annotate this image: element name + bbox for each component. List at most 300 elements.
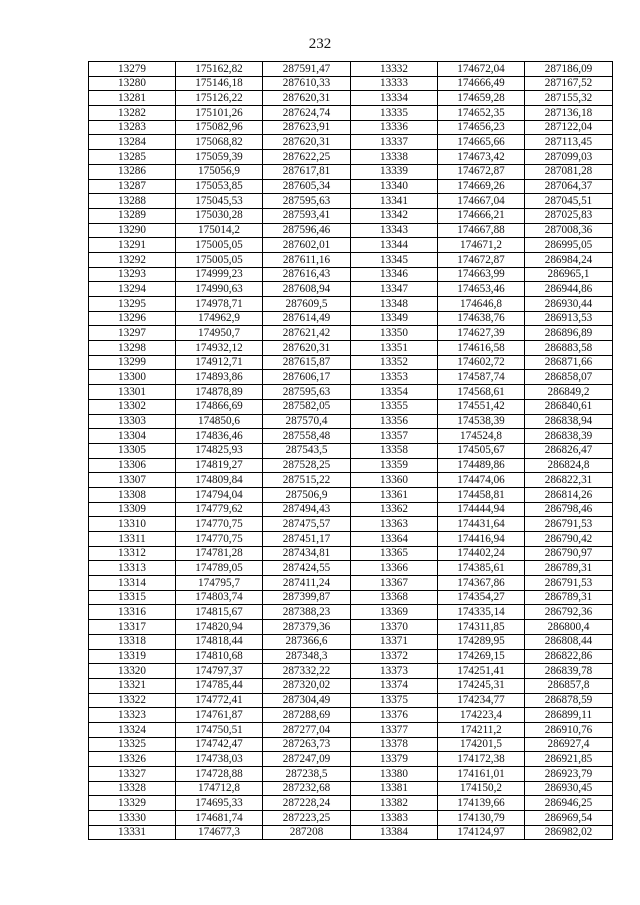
point-number-cell: 13301 xyxy=(89,385,176,400)
table-row xyxy=(89,605,613,620)
x-coordinate-cell: 174289,95 xyxy=(438,634,525,649)
y-coordinate-cell: 287610,33 xyxy=(263,76,351,91)
x-coordinate-cell: 174524,8 xyxy=(438,429,525,444)
x-coordinate-cell: 174402,24 xyxy=(438,546,525,561)
y-coordinate-cell: 287064,37 xyxy=(525,179,613,194)
point-number-cell: 13314 xyxy=(89,576,176,591)
point-number-cell: 13302 xyxy=(89,399,176,414)
x-coordinate-cell: 175068,82 xyxy=(176,135,263,150)
point-number-cell: 13291 xyxy=(89,238,176,253)
y-coordinate-cell: 286946,25 xyxy=(525,796,613,811)
y-coordinate-cell: 287591,47 xyxy=(263,62,351,77)
x-coordinate-cell: 174667,04 xyxy=(438,194,525,209)
y-coordinate-cell: 287608,94 xyxy=(263,282,351,297)
point-number-cell: 13309 xyxy=(89,502,176,517)
x-coordinate-cell: 174335,14 xyxy=(438,605,525,620)
point-number-cell: 13335 xyxy=(351,106,438,121)
y-coordinate-cell: 286839,78 xyxy=(525,664,613,679)
y-coordinate-cell: 287228,24 xyxy=(263,796,351,811)
y-coordinate-cell: 286965,1 xyxy=(525,267,613,282)
y-coordinate-cell: 287348,3 xyxy=(263,649,351,664)
x-coordinate-cell: 174789,05 xyxy=(176,561,263,576)
point-number-cell: 13293 xyxy=(89,267,176,282)
x-coordinate-cell: 174999,23 xyxy=(176,267,263,282)
table-row xyxy=(89,399,613,414)
table-row xyxy=(89,590,613,605)
table-row xyxy=(89,473,613,488)
point-number-cell: 13323 xyxy=(89,708,176,723)
table-row xyxy=(89,223,613,238)
table-row xyxy=(89,62,613,77)
x-coordinate-cell: 174815,67 xyxy=(176,605,263,620)
x-coordinate-cell: 174124,97 xyxy=(438,825,525,840)
y-coordinate-cell: 287008,36 xyxy=(525,223,613,238)
point-number-cell: 13343 xyxy=(351,223,438,238)
y-coordinate-cell: 287288,69 xyxy=(263,708,351,723)
point-number-cell: 13348 xyxy=(351,297,438,312)
coordinates-table-body xyxy=(89,62,613,840)
y-coordinate-cell: 287208 xyxy=(263,825,351,840)
y-coordinate-cell: 287593,41 xyxy=(263,208,351,223)
point-number-cell: 13353 xyxy=(351,370,438,385)
point-number-cell: 13360 xyxy=(351,473,438,488)
x-coordinate-cell: 175030,28 xyxy=(176,208,263,223)
point-number-cell: 13355 xyxy=(351,399,438,414)
point-number-cell: 13288 xyxy=(89,194,176,209)
y-coordinate-cell: 286840,61 xyxy=(525,399,613,414)
point-number-cell: 13326 xyxy=(89,752,176,767)
x-coordinate-cell: 174665,66 xyxy=(438,135,525,150)
y-coordinate-cell: 287247,09 xyxy=(263,752,351,767)
table-row xyxy=(89,91,613,106)
point-number-cell: 13290 xyxy=(89,223,176,238)
y-coordinate-cell: 286927,4 xyxy=(525,737,613,752)
x-coordinate-cell: 174666,21 xyxy=(438,208,525,223)
x-coordinate-cell: 174416,94 xyxy=(438,532,525,547)
point-number-cell: 13367 xyxy=(351,576,438,591)
x-coordinate-cell: 174201,5 xyxy=(438,737,525,752)
y-coordinate-cell: 286826,47 xyxy=(525,443,613,458)
x-coordinate-cell: 174671,2 xyxy=(438,238,525,253)
y-coordinate-cell: 287543,5 xyxy=(263,443,351,458)
y-coordinate-cell: 286791,53 xyxy=(525,576,613,591)
point-number-cell: 13322 xyxy=(89,693,176,708)
point-number-cell: 13308 xyxy=(89,487,176,502)
y-coordinate-cell: 287620,31 xyxy=(263,91,351,106)
point-number-cell: 13280 xyxy=(89,76,176,91)
y-coordinate-cell: 287113,45 xyxy=(525,135,613,150)
point-number-cell: 13281 xyxy=(89,91,176,106)
x-coordinate-cell: 174458,81 xyxy=(438,487,525,502)
x-coordinate-cell: 174978,71 xyxy=(176,297,263,312)
page-number: 232 xyxy=(308,36,332,52)
point-number-cell: 13340 xyxy=(351,179,438,194)
point-number-cell: 13292 xyxy=(89,252,176,267)
y-coordinate-cell: 286910,76 xyxy=(525,722,613,737)
point-number-cell: 13325 xyxy=(89,737,176,752)
x-coordinate-cell: 174234,77 xyxy=(438,693,525,708)
x-coordinate-cell: 174638,76 xyxy=(438,311,525,326)
point-number-cell: 13373 xyxy=(351,664,438,679)
x-coordinate-cell: 174139,66 xyxy=(438,796,525,811)
x-coordinate-cell: 174666,49 xyxy=(438,76,525,91)
x-coordinate-cell: 174652,35 xyxy=(438,106,525,121)
point-number-cell: 13368 xyxy=(351,590,438,605)
y-coordinate-cell: 287620,31 xyxy=(263,341,351,356)
y-coordinate-cell: 287605,34 xyxy=(263,179,351,194)
y-coordinate-cell: 286790,97 xyxy=(525,546,613,561)
y-coordinate-cell: 287475,57 xyxy=(263,517,351,532)
x-coordinate-cell: 174962,9 xyxy=(176,311,263,326)
x-coordinate-cell: 175126,22 xyxy=(176,91,263,106)
x-coordinate-cell: 175146,18 xyxy=(176,76,263,91)
y-coordinate-cell: 286995,05 xyxy=(525,238,613,253)
x-coordinate-cell: 175053,85 xyxy=(176,179,263,194)
point-number-cell: 13384 xyxy=(351,825,438,840)
y-coordinate-cell: 286789,31 xyxy=(525,561,613,576)
point-number-cell: 13295 xyxy=(89,297,176,312)
table-row xyxy=(89,517,613,532)
y-coordinate-cell: 287081,28 xyxy=(525,164,613,179)
y-coordinate-cell: 287434,81 xyxy=(263,546,351,561)
x-coordinate-cell: 174681,74 xyxy=(176,811,263,826)
y-coordinate-cell: 287232,68 xyxy=(263,781,351,796)
table-row xyxy=(89,781,613,796)
table-row xyxy=(89,487,613,502)
point-number-cell: 13370 xyxy=(351,620,438,635)
y-coordinate-cell: 287045,51 xyxy=(525,194,613,209)
x-coordinate-cell: 174794,04 xyxy=(176,487,263,502)
y-coordinate-cell: 287595,63 xyxy=(263,194,351,209)
y-coordinate-cell: 286969,54 xyxy=(525,811,613,826)
y-coordinate-cell: 287223,25 xyxy=(263,811,351,826)
x-coordinate-cell: 174672,87 xyxy=(438,252,525,267)
table-row xyxy=(89,458,613,473)
point-number-cell: 13279 xyxy=(89,62,176,77)
x-coordinate-cell: 174819,27 xyxy=(176,458,263,473)
point-number-cell: 13305 xyxy=(89,443,176,458)
y-coordinate-cell: 287379,36 xyxy=(263,620,351,635)
y-coordinate-cell: 287596,46 xyxy=(263,223,351,238)
y-coordinate-cell: 287617,81 xyxy=(263,164,351,179)
x-coordinate-cell: 174990,63 xyxy=(176,282,263,297)
y-coordinate-cell: 286798,46 xyxy=(525,502,613,517)
y-coordinate-cell: 287570,4 xyxy=(263,414,351,429)
x-coordinate-cell: 174781,28 xyxy=(176,546,263,561)
point-number-cell: 13356 xyxy=(351,414,438,429)
x-coordinate-cell: 174779,62 xyxy=(176,502,263,517)
x-coordinate-cell: 174820,94 xyxy=(176,620,263,635)
table-row xyxy=(89,796,613,811)
x-coordinate-cell: 174712,8 xyxy=(176,781,263,796)
y-coordinate-cell: 287263,73 xyxy=(263,737,351,752)
y-coordinate-cell: 286822,31 xyxy=(525,473,613,488)
table-row xyxy=(89,722,613,737)
point-number-cell: 13358 xyxy=(351,443,438,458)
x-coordinate-cell: 174750,51 xyxy=(176,722,263,737)
x-coordinate-cell: 174932,12 xyxy=(176,341,263,356)
table-row xyxy=(89,752,613,767)
y-coordinate-cell: 287611,16 xyxy=(263,252,351,267)
x-coordinate-cell: 174269,15 xyxy=(438,649,525,664)
x-coordinate-cell: 174602,72 xyxy=(438,355,525,370)
x-coordinate-cell: 174538,39 xyxy=(438,414,525,429)
y-coordinate-cell: 287186,09 xyxy=(525,62,613,77)
x-coordinate-cell: 175005,05 xyxy=(176,252,263,267)
point-number-cell: 13380 xyxy=(351,767,438,782)
table-row xyxy=(89,811,613,826)
x-coordinate-cell: 175162,82 xyxy=(176,62,263,77)
point-number-cell: 13304 xyxy=(89,429,176,444)
y-coordinate-cell: 287304,49 xyxy=(263,693,351,708)
point-number-cell: 13315 xyxy=(89,590,176,605)
table-row xyxy=(89,634,613,649)
x-coordinate-cell: 174878,89 xyxy=(176,385,263,400)
point-number-cell: 13342 xyxy=(351,208,438,223)
point-number-cell: 13298 xyxy=(89,341,176,356)
table-row xyxy=(89,664,613,679)
x-coordinate-cell: 174616,58 xyxy=(438,341,525,356)
x-coordinate-cell: 175059,39 xyxy=(176,150,263,165)
table-row xyxy=(89,297,613,312)
y-coordinate-cell: 287411,24 xyxy=(263,576,351,591)
point-number-cell: 13337 xyxy=(351,135,438,150)
y-coordinate-cell: 286790,42 xyxy=(525,532,613,547)
table-row xyxy=(89,208,613,223)
x-coordinate-cell: 174738,03 xyxy=(176,752,263,767)
point-number-cell: 13376 xyxy=(351,708,438,723)
point-number-cell: 13296 xyxy=(89,311,176,326)
x-coordinate-cell: 174672,87 xyxy=(438,164,525,179)
x-coordinate-cell: 174627,39 xyxy=(438,326,525,341)
table-row xyxy=(89,355,613,370)
y-coordinate-cell: 286800,4 xyxy=(525,620,613,635)
point-number-cell: 13338 xyxy=(351,150,438,165)
point-number-cell: 13363 xyxy=(351,517,438,532)
point-number-cell: 13336 xyxy=(351,120,438,135)
x-coordinate-cell: 174663,99 xyxy=(438,267,525,282)
x-coordinate-cell: 174866,69 xyxy=(176,399,263,414)
x-coordinate-cell: 174311,85 xyxy=(438,620,525,635)
point-number-cell: 13330 xyxy=(89,811,176,826)
y-coordinate-cell: 287528,25 xyxy=(263,458,351,473)
x-coordinate-cell: 174667,88 xyxy=(438,223,525,238)
x-coordinate-cell: 174223,4 xyxy=(438,708,525,723)
point-number-cell: 13332 xyxy=(351,62,438,77)
x-coordinate-cell: 174677,3 xyxy=(176,825,263,840)
table-row xyxy=(89,737,613,752)
x-coordinate-cell: 174950,7 xyxy=(176,326,263,341)
y-coordinate-cell: 286913,53 xyxy=(525,311,613,326)
x-coordinate-cell: 174761,87 xyxy=(176,708,263,723)
y-coordinate-cell: 287558,48 xyxy=(263,429,351,444)
table-row xyxy=(89,767,613,782)
table-row xyxy=(89,311,613,326)
x-coordinate-cell: 174912,71 xyxy=(176,355,263,370)
point-number-cell: 13381 xyxy=(351,781,438,796)
y-coordinate-cell: 287620,31 xyxy=(263,135,351,150)
table-row xyxy=(89,414,613,429)
y-coordinate-cell: 286930,44 xyxy=(525,297,613,312)
point-number-cell: 13307 xyxy=(89,473,176,488)
y-coordinate-cell: 287167,52 xyxy=(525,76,613,91)
x-coordinate-cell: 174245,31 xyxy=(438,678,525,693)
x-coordinate-cell: 174809,84 xyxy=(176,473,263,488)
point-number-cell: 13359 xyxy=(351,458,438,473)
point-number-cell: 13345 xyxy=(351,252,438,267)
table-row xyxy=(89,76,613,91)
x-coordinate-cell: 175101,26 xyxy=(176,106,263,121)
table-row xyxy=(89,649,613,664)
table-row xyxy=(89,238,613,253)
point-number-cell: 13371 xyxy=(351,634,438,649)
y-coordinate-cell: 287424,55 xyxy=(263,561,351,576)
point-number-cell: 13299 xyxy=(89,355,176,370)
point-number-cell: 13347 xyxy=(351,282,438,297)
y-coordinate-cell: 286858,07 xyxy=(525,370,613,385)
point-number-cell: 13317 xyxy=(89,620,176,635)
table-row xyxy=(89,678,613,693)
x-coordinate-cell: 174669,26 xyxy=(438,179,525,194)
x-coordinate-cell: 175045,53 xyxy=(176,194,263,209)
point-number-cell: 13327 xyxy=(89,767,176,782)
x-coordinate-cell: 174474,06 xyxy=(438,473,525,488)
y-coordinate-cell: 286808,44 xyxy=(525,634,613,649)
point-number-cell: 13346 xyxy=(351,267,438,282)
point-number-cell: 13320 xyxy=(89,664,176,679)
y-coordinate-cell: 286838,39 xyxy=(525,429,613,444)
point-number-cell: 13329 xyxy=(89,796,176,811)
y-coordinate-cell: 287399,87 xyxy=(263,590,351,605)
x-coordinate-cell: 174770,75 xyxy=(176,517,263,532)
point-number-cell: 13364 xyxy=(351,532,438,547)
y-coordinate-cell: 287320,02 xyxy=(263,678,351,693)
y-coordinate-cell: 287388,23 xyxy=(263,605,351,620)
point-number-cell: 13374 xyxy=(351,678,438,693)
point-number-cell: 13289 xyxy=(89,208,176,223)
x-coordinate-cell: 174385,61 xyxy=(438,561,525,576)
table-row xyxy=(89,106,613,121)
x-coordinate-cell: 174150,2 xyxy=(438,781,525,796)
y-coordinate-cell: 286944,86 xyxy=(525,282,613,297)
point-number-cell: 13372 xyxy=(351,649,438,664)
x-coordinate-cell: 174810,68 xyxy=(176,649,263,664)
x-coordinate-cell: 174489,86 xyxy=(438,458,525,473)
y-coordinate-cell: 286930,45 xyxy=(525,781,613,796)
point-number-cell: 13310 xyxy=(89,517,176,532)
point-number-cell: 13341 xyxy=(351,194,438,209)
x-coordinate-cell: 174797,37 xyxy=(176,664,263,679)
point-number-cell: 13377 xyxy=(351,722,438,737)
table-row xyxy=(89,179,613,194)
point-number-cell: 13284 xyxy=(89,135,176,150)
y-coordinate-cell: 286791,53 xyxy=(525,517,613,532)
y-coordinate-cell: 286849,2 xyxy=(525,385,613,400)
point-number-cell: 13328 xyxy=(89,781,176,796)
point-number-cell: 13319 xyxy=(89,649,176,664)
y-coordinate-cell: 287451,17 xyxy=(263,532,351,547)
table-row xyxy=(89,429,613,444)
point-number-cell: 13366 xyxy=(351,561,438,576)
point-number-cell: 13286 xyxy=(89,164,176,179)
point-number-cell: 13339 xyxy=(351,164,438,179)
table-row xyxy=(89,150,613,165)
point-number-cell: 13311 xyxy=(89,532,176,547)
point-number-cell: 13294 xyxy=(89,282,176,297)
point-number-cell: 13312 xyxy=(89,546,176,561)
point-number-cell: 13383 xyxy=(351,811,438,826)
table-row xyxy=(89,443,613,458)
x-coordinate-cell: 174728,88 xyxy=(176,767,263,782)
point-number-cell: 13361 xyxy=(351,487,438,502)
y-coordinate-cell: 287614,49 xyxy=(263,311,351,326)
x-coordinate-cell: 174825,93 xyxy=(176,443,263,458)
point-number-cell: 13344 xyxy=(351,238,438,253)
point-number-cell: 13357 xyxy=(351,429,438,444)
y-coordinate-cell: 286857,8 xyxy=(525,678,613,693)
table-row xyxy=(89,164,613,179)
y-coordinate-cell: 287609,5 xyxy=(263,297,351,312)
point-number-cell: 13316 xyxy=(89,605,176,620)
y-coordinate-cell: 286814,26 xyxy=(525,487,613,502)
x-coordinate-cell: 174770,75 xyxy=(176,532,263,547)
y-coordinate-cell: 287615,87 xyxy=(263,355,351,370)
table-row xyxy=(89,194,613,209)
y-coordinate-cell: 286792,36 xyxy=(525,605,613,620)
x-coordinate-cell: 174656,23 xyxy=(438,120,525,135)
point-number-cell: 13306 xyxy=(89,458,176,473)
y-coordinate-cell: 286896,89 xyxy=(525,326,613,341)
point-number-cell: 13303 xyxy=(89,414,176,429)
y-coordinate-cell: 287616,43 xyxy=(263,267,351,282)
y-coordinate-cell: 287238,5 xyxy=(263,767,351,782)
x-coordinate-cell: 174444,94 xyxy=(438,502,525,517)
y-coordinate-cell: 286883,58 xyxy=(525,341,613,356)
x-coordinate-cell: 174251,41 xyxy=(438,664,525,679)
y-coordinate-cell: 286982,02 xyxy=(525,825,613,840)
point-number-cell: 13375 xyxy=(351,693,438,708)
y-coordinate-cell: 286822,86 xyxy=(525,649,613,664)
coordinates-table xyxy=(88,61,613,840)
table-row xyxy=(89,576,613,591)
y-coordinate-cell: 286878,59 xyxy=(525,693,613,708)
x-coordinate-cell: 174850,6 xyxy=(176,414,263,429)
y-coordinate-cell: 287606,17 xyxy=(263,370,351,385)
point-number-cell: 13287 xyxy=(89,179,176,194)
y-coordinate-cell: 287623,91 xyxy=(263,120,351,135)
table-row xyxy=(89,341,613,356)
table-row xyxy=(89,370,613,385)
x-coordinate-cell: 174130,79 xyxy=(438,811,525,826)
table-row xyxy=(89,532,613,547)
x-coordinate-cell: 174551,42 xyxy=(438,399,525,414)
point-number-cell: 13313 xyxy=(89,561,176,576)
y-coordinate-cell: 287099,03 xyxy=(525,150,613,165)
table-row xyxy=(89,546,613,561)
x-coordinate-cell: 174659,28 xyxy=(438,91,525,106)
y-coordinate-cell: 287155,32 xyxy=(525,91,613,106)
point-number-cell: 13318 xyxy=(89,634,176,649)
point-number-cell: 13379 xyxy=(351,752,438,767)
y-coordinate-cell: 286838,94 xyxy=(525,414,613,429)
point-number-cell: 13354 xyxy=(351,385,438,400)
y-coordinate-cell: 286789,31 xyxy=(525,590,613,605)
point-number-cell: 13378 xyxy=(351,737,438,752)
x-coordinate-cell: 174653,46 xyxy=(438,282,525,297)
point-number-cell: 13362 xyxy=(351,502,438,517)
y-coordinate-cell: 287506,9 xyxy=(263,487,351,502)
y-coordinate-cell: 287332,22 xyxy=(263,664,351,679)
